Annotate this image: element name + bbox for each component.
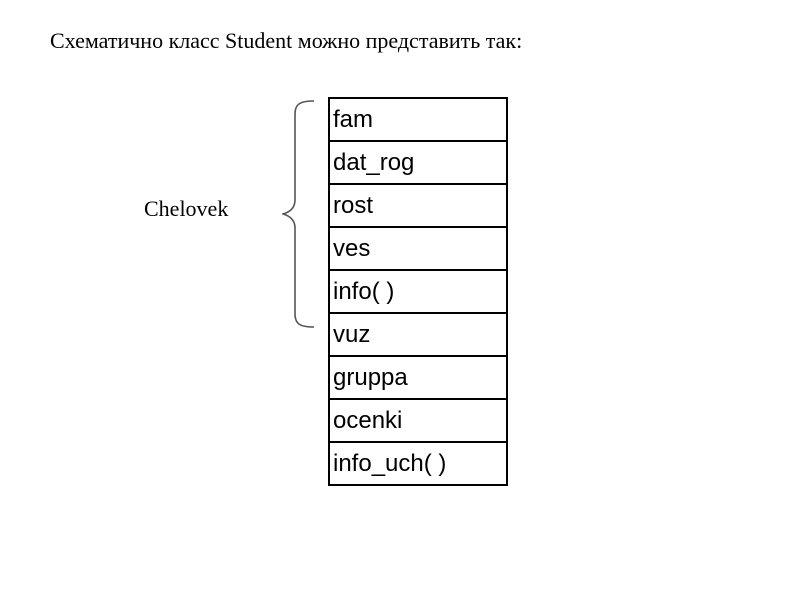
member-cell: ocenki — [329, 399, 507, 442]
curly-brace-icon — [282, 100, 316, 328]
base-class-label: Chelovek — [144, 196, 229, 221]
class-member-table — [328, 97, 508, 486]
member-cell: rost — [329, 184, 507, 227]
slide-heading: Схематично класс Student можно представить так: — [50, 28, 523, 53]
table-row — [329, 270, 507, 313]
member-cell: ves — [329, 227, 507, 270]
member-cell: fam — [329, 98, 507, 141]
table-row — [329, 141, 507, 184]
member-cell: gruppa — [329, 356, 507, 399]
member-cell: dat_rog — [329, 141, 507, 184]
member-cell: info( ) — [329, 270, 507, 313]
table-row — [329, 184, 507, 227]
table-row — [329, 399, 507, 442]
table-row — [329, 356, 507, 399]
table-row — [329, 313, 507, 356]
table-row — [329, 227, 507, 270]
member-cell: info_uch( ) — [329, 442, 507, 485]
member-cell: vuz — [329, 313, 507, 356]
table-row — [329, 98, 507, 141]
table-row — [329, 442, 507, 485]
